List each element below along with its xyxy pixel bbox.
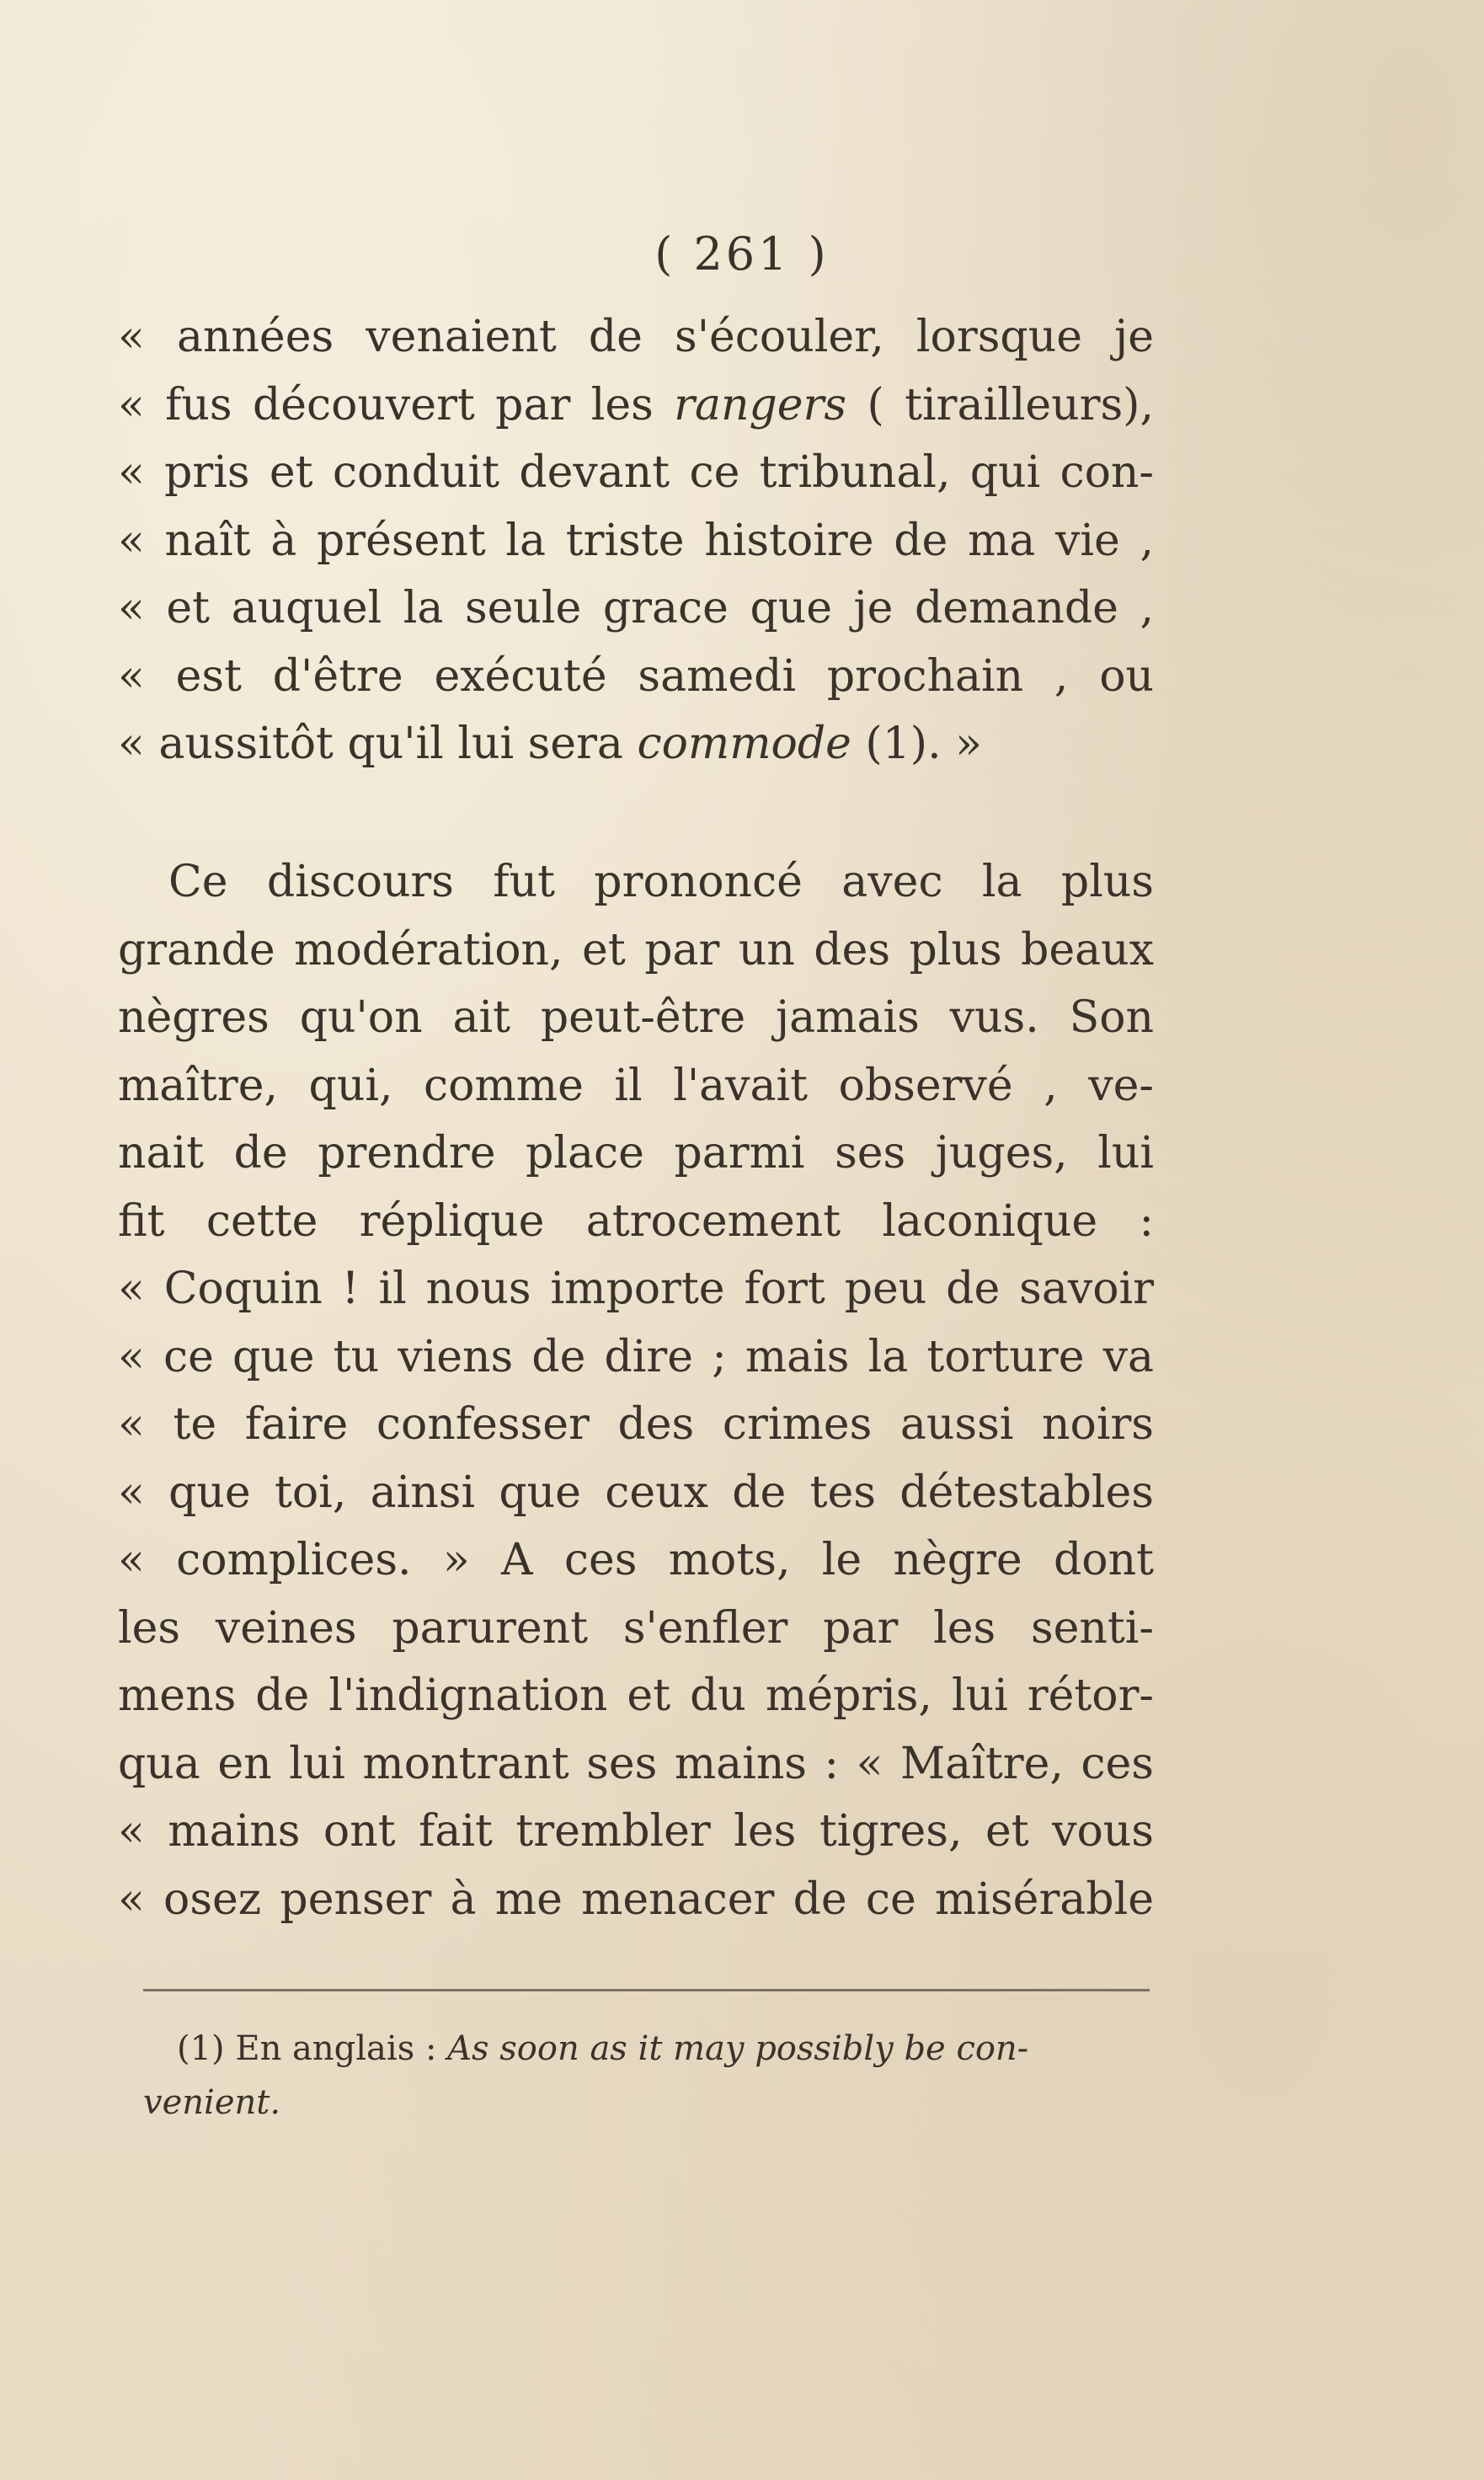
footnote-line (143, 2076, 1154, 2130)
narrative-paragraph (118, 848, 1154, 1933)
footnote-english-text: As soon as it may possibly be con- (447, 2029, 1029, 2068)
footnote-marker: (1) En anglais : (177, 2029, 448, 2068)
text-line: fit cette réplique atrocement laconique : (118, 1195, 1154, 1247)
text-segment: « fus découvert par les (118, 379, 675, 430)
text-line: « mains ont fait trembler les tigres, et vous (118, 1806, 1154, 1857)
text-line: nait de prendre place parmi ses juges, lui (118, 1128, 1154, 1179)
footnote-divider (143, 1989, 1150, 1991)
text-line: « complices. » A ces mots, le nègre dont (118, 1535, 1154, 1585)
text-line: « est d'être exécuté samedi prochain , ou (118, 650, 1154, 702)
text-line: « te faire confesser des crimes aussi noirs (118, 1399, 1154, 1450)
footnote-line (143, 2022, 1154, 2076)
text-line: maître, qui, comme il l'avait observé , ve- (118, 1060, 1154, 1111)
footnote (143, 2022, 1154, 2130)
footnote-reference: (1). » (851, 719, 982, 769)
text-line: Ce discours fut prononcé avec la plus (168, 857, 1154, 907)
text-segment: ( tirailleurs), (846, 379, 1154, 430)
text-line: les veines parurent s'enfler par les senti- (118, 1602, 1154, 1654)
text-line: « ce que tu viens de dire ; mais la torture va (118, 1331, 1154, 1382)
text-line: « et auquel la seule grace que je demande , (118, 583, 1154, 633)
text-line (118, 371, 1154, 440)
text-line: qua en lui montrant ses mains : « Maître, ces (118, 1738, 1154, 1789)
text-line: « que toi, ainsi que ceux de tes détestables (118, 1467, 1154, 1518)
footnote-english-text: venient. (143, 2083, 281, 2122)
italic-term: rangers (674, 379, 847, 430)
quoted-speech-block (118, 303, 1154, 778)
text-line: nègres qu'on ait peut-être jamais vus. Son (118, 992, 1154, 1043)
text-line: grande modération, et par un des plus beaux (118, 924, 1154, 975)
text-line: mens de l'indignation et du mépris, lui rétor- (118, 1670, 1154, 1721)
page-number: ( 261 ) (654, 227, 830, 281)
text-line (118, 710, 1154, 778)
text-line: « osez penser à me menacer de ce misérable (118, 1873, 1154, 1925)
italic-term: commode (637, 719, 851, 769)
text-segment: « aussitôt qu'il lui sera (118, 719, 638, 769)
text-line: « naît à présent la triste histoire de ma vie , (118, 515, 1154, 566)
text-line: « Coquin ! il nous importe fort peu de savoir (118, 1264, 1154, 1314)
text-line: « pris et conduit devant ce tribunal, qui con- (118, 447, 1154, 498)
text-line: « années venaient de s'écouler, lorsque je (118, 312, 1154, 362)
